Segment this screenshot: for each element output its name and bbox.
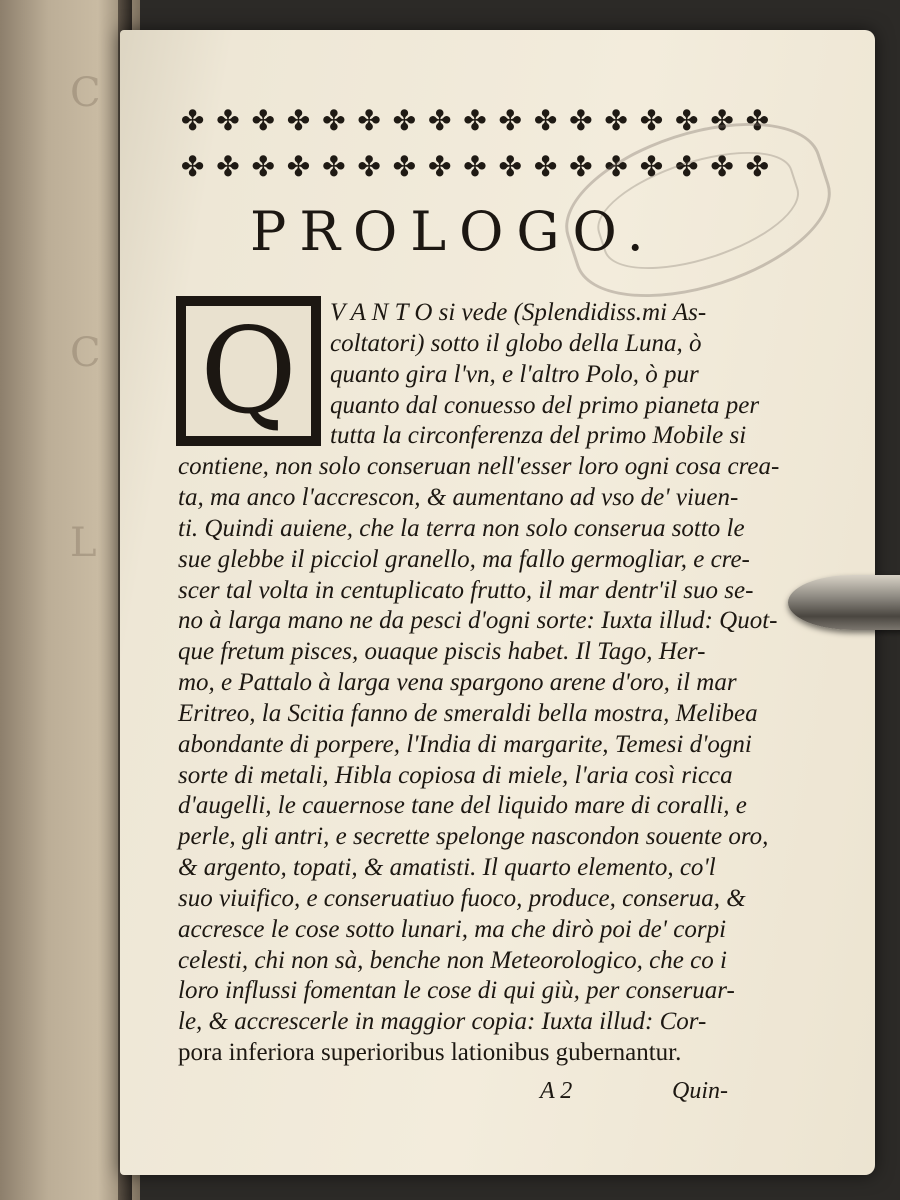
text-line: quanto dal conuesso del primo pianeta per xyxy=(330,392,760,419)
text-line: quanto gira l'vn, e l'altro Polo, ò pur xyxy=(330,361,699,388)
initial-letter: Q xyxy=(200,302,297,440)
text-line: loro influssi fomentan le cose di qui giù, per conseruar- xyxy=(178,977,735,1004)
show-through-mark: L xyxy=(70,520,101,566)
text-line: abondante di porpere, l'India di margarite, Temesi d'ogni xyxy=(178,731,752,758)
fleuron-icon: ✤ xyxy=(604,104,628,137)
fleuron-icon: ✤ xyxy=(745,104,770,137)
text-line: & argento, topati, & amatisti. Il quarto elemento, co'l xyxy=(178,854,716,881)
text-line: mo, e Pattalo à larga vena spargono arene d'oro, il mar xyxy=(178,669,737,696)
text-line: scer tal volta in centuplicato frutto, il mar dentr'il suo se- xyxy=(178,577,754,604)
text-line: V A N T O si vede (Splendidiss.mi As- xyxy=(330,299,707,326)
text-line: pora inferiora superioribus lationibus gubernantur. xyxy=(178,1039,682,1066)
fleuron-icon: ✤ xyxy=(604,150,628,183)
text-line: perle, gli antri, e secrette spelonge nascondon souente oro, xyxy=(178,823,769,850)
fleuron-icon: ✤ xyxy=(675,150,699,183)
fleuron-icon: ✤ xyxy=(710,150,734,183)
fleuron-icon: ✤ xyxy=(392,150,417,183)
fleuron-icon: ✤ xyxy=(463,150,487,183)
fleuron-icon: ✤ xyxy=(357,104,381,137)
fleuron-icon: ✤ xyxy=(498,150,523,183)
text-line: le, & accrescerle in maggior copia: Iuxta illud: Cor- xyxy=(178,1008,707,1035)
fleuron-icon: ✤ xyxy=(569,150,593,183)
fleuron-icon: ✤ xyxy=(710,104,734,137)
fleuron-icon: ✤ xyxy=(216,104,240,137)
fleuron-icon: ✤ xyxy=(427,150,452,183)
show-through-mark: C xyxy=(70,70,105,116)
fleuron-icon: ✤ xyxy=(427,104,452,137)
text-line: coltatori) sotto il globo della Luna, ò xyxy=(330,330,702,357)
signature-mark: A 2 xyxy=(540,1078,573,1104)
fleuron-icon: ✤ xyxy=(569,104,593,137)
text-line: celesti, chi non sà, benche non Meteorologico, che co i xyxy=(178,947,727,974)
page-title: PROLOGO. xyxy=(250,200,657,263)
text-line: suo viuifico, e conseruatiuo fuoco, produce, conserua, & xyxy=(178,885,746,912)
decorated-initial xyxy=(176,296,321,446)
fleuron-icon: ✤ xyxy=(533,104,558,137)
text-line: sorte di metali, Hibla copiosa di miele, l'aria così ricca xyxy=(178,762,733,789)
text-line: tutta la circonferenza del primo Mobile si xyxy=(330,422,747,449)
fleuron-icon: ✤ xyxy=(180,150,205,183)
fleuron-icon: ✤ xyxy=(251,150,275,183)
text-line: accresce le cose sotto lunari, ma che dirò poi de' corpi xyxy=(178,916,727,943)
text-line: ti. Quindi auiene, che la terra non solo conserua sotto le xyxy=(178,515,745,542)
fleuron-icon: ✤ xyxy=(745,150,770,183)
fleuron-icon: ✤ xyxy=(251,104,275,137)
show-through-mark: C xyxy=(70,330,105,376)
fleuron-icon: ✤ xyxy=(533,150,558,183)
floral-initial-frame xyxy=(184,304,313,438)
fleuron-icon: ✤ xyxy=(216,150,240,183)
fleuron-icon: ✤ xyxy=(286,150,311,183)
text-line: d'augelli, le cauernose tane del liquido mare di coralli, e xyxy=(178,792,747,819)
fleuron-icon: ✤ xyxy=(463,104,487,137)
catchword: Quin- xyxy=(672,1078,728,1104)
fleuron-icon: ✤ xyxy=(286,104,311,137)
fleuron-icon: ✤ xyxy=(180,104,205,137)
text-line: sue glebbe il picciol granello, ma fallo germogliar, e cre- xyxy=(178,546,750,573)
text-line: Eritreo, la Scitia fanno de smeraldi bella mostra, Melibea xyxy=(178,700,758,727)
text-line: contiene, non solo conseruan nell'esser loro ogni cosa crea- xyxy=(178,453,780,480)
text-line: ta, ma anco l'accrescon, & aumentano ad vso de' viuen- xyxy=(178,484,739,511)
fleuron-icon: ✤ xyxy=(639,104,664,137)
fleuron-icon: ✤ xyxy=(322,104,346,137)
fleuron-icon: ✤ xyxy=(322,150,346,183)
text-line: no à larga mano ne da pesci d'ogni sorte: Iuxta illud: Quot- xyxy=(178,607,778,634)
fleuron-icon: ✤ xyxy=(639,150,664,183)
fleuron-icon: ✤ xyxy=(498,104,523,137)
text-line: que fretum pisces, ouaque piscis habet. Il Tago, Her- xyxy=(178,638,706,665)
fleuron-icon: ✤ xyxy=(357,150,381,183)
fleuron-icon: ✤ xyxy=(392,104,417,137)
fleuron-icon: ✤ xyxy=(675,104,699,137)
